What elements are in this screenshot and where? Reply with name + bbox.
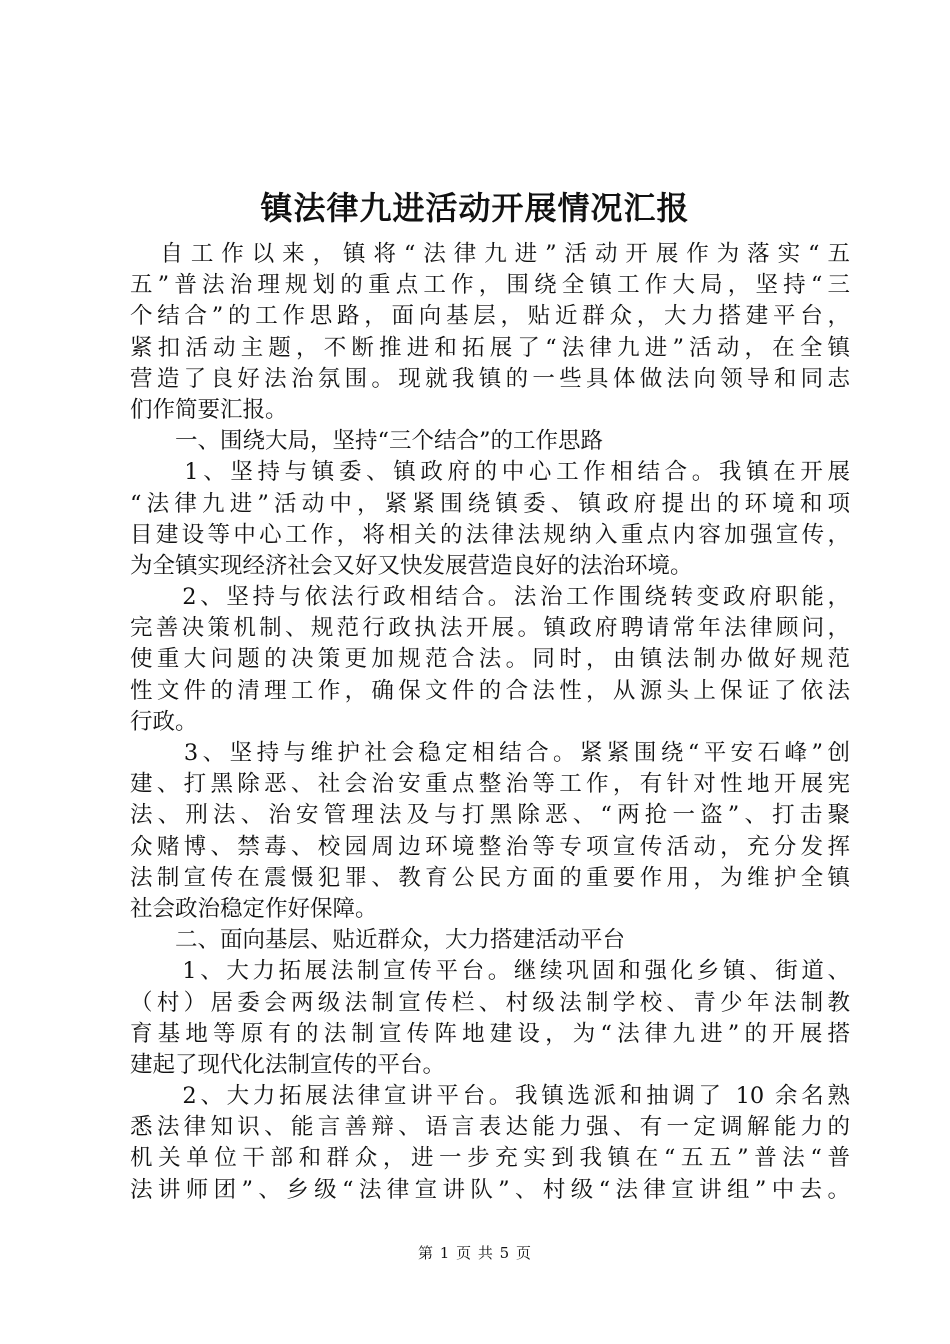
body-line: 自工作以来，镇将“法律九进”活动开展作为落实“五 bbox=[130, 241, 850, 267]
body-line: 3、坚持与维护社会稳定相结合。紧紧围绕“平安石峰”创 bbox=[130, 740, 850, 766]
body-line: “法律九进”活动中，紧紧围绕镇委、镇政府提出的环境和项 bbox=[130, 490, 850, 517]
body-line: 完善决策机制、规范行政执法开展。镇政府聘请常年法律顾问， bbox=[130, 615, 850, 642]
body-line: （村）居委会两级法制宣传栏、村级法制学校、青少年法制教 bbox=[130, 989, 850, 1016]
body-line: 法制宣传在震慑犯罪、教育公民方面的重要作用，为维护全镇 bbox=[130, 864, 850, 891]
body-line: 2、大力拓展法律宣讲平台。我镇选派和抽调了 10 余名熟 bbox=[130, 1083, 850, 1110]
body-line: 一、围绕大局，坚持“三个结合”的工作思路 bbox=[130, 428, 604, 455]
body-line: 紧扣活动主题，不断推进和拓展了“法律九进”活动，在全镇 bbox=[130, 334, 850, 361]
body-line: 社会政治稳定作好保障。 bbox=[130, 895, 378, 922]
body-line: 2、坚持与依法行政相结合。法治工作围绕转变政府职能， bbox=[130, 584, 850, 611]
body-line: 使重大问题的决策更加规范合法。同时，由镇法制办做好规范 bbox=[130, 646, 850, 673]
body-line: 个结合”的工作思路，面向基层，贴近群众，大力搭建平台， bbox=[130, 303, 850, 330]
body-line: 性文件的清理工作，确保文件的合法性，从源头上保证了依法 bbox=[130, 677, 850, 704]
body-line: 悉法律知识、能言善辩、语言表达能力强、有一定调解能力的 bbox=[130, 1114, 850, 1141]
body-line: 目建设等中心工作，将相关的法律法规纳入重点内容加强宣传， bbox=[130, 521, 850, 548]
body-line: 建、打黑除恶、社会治安重点整治等工作，有针对性地开展宪 bbox=[130, 771, 850, 798]
body-line: 1、坚持与镇委、镇政府的中心工作相结合。我镇在开展 bbox=[130, 459, 850, 486]
document-title: 镇法律九进活动开展情况汇报 bbox=[260, 189, 690, 227]
body-line: 机关单位干部和群众，进一步充实到我镇在“五五”普法“普 bbox=[130, 1145, 850, 1172]
body-line: 众赌博、禁毒、校园周边环境整治等专项宣传活动，充分发挥 bbox=[130, 833, 850, 860]
body-line: 育基地等原有的法制宣传阵地建设，为“法律九进”的开展搭 bbox=[130, 1020, 850, 1047]
document-body bbox=[130, 239, 850, 1206]
body-line: 建起了现代化法制宣传的平台。 bbox=[130, 1051, 446, 1078]
body-line: 法、刑法、治安管理法及与打黑除恶、“两抢一盗”、打击聚 bbox=[130, 802, 850, 829]
body-line: 行政。 bbox=[130, 708, 198, 735]
body-line: 营造了良好法治氛围。现就我镇的一些具体做法向领导和同志 bbox=[130, 365, 850, 392]
body-line: 法讲师团”、乡级“法律宣讲队”、村级“法律宣讲组”中去。 bbox=[130, 1176, 850, 1203]
page-footer: 第 1 页 共 5 页 bbox=[418, 1244, 532, 1262]
body-line: 们作简要汇报。 bbox=[130, 396, 288, 423]
body-line: 二、面向基层、贴近群众，大力搭建活动平台 bbox=[130, 927, 626, 954]
body-line: 五”普法治理规划的重点工作，围绕全镇工作大局，坚持“三 bbox=[130, 272, 850, 299]
body-line: 为全镇实现经济社会又好又快发展营造良好的法治环境。 bbox=[130, 552, 693, 579]
body-line: 1、大力拓展法制宣传平台。继续巩固和强化乡镇、街道、 bbox=[130, 958, 850, 985]
